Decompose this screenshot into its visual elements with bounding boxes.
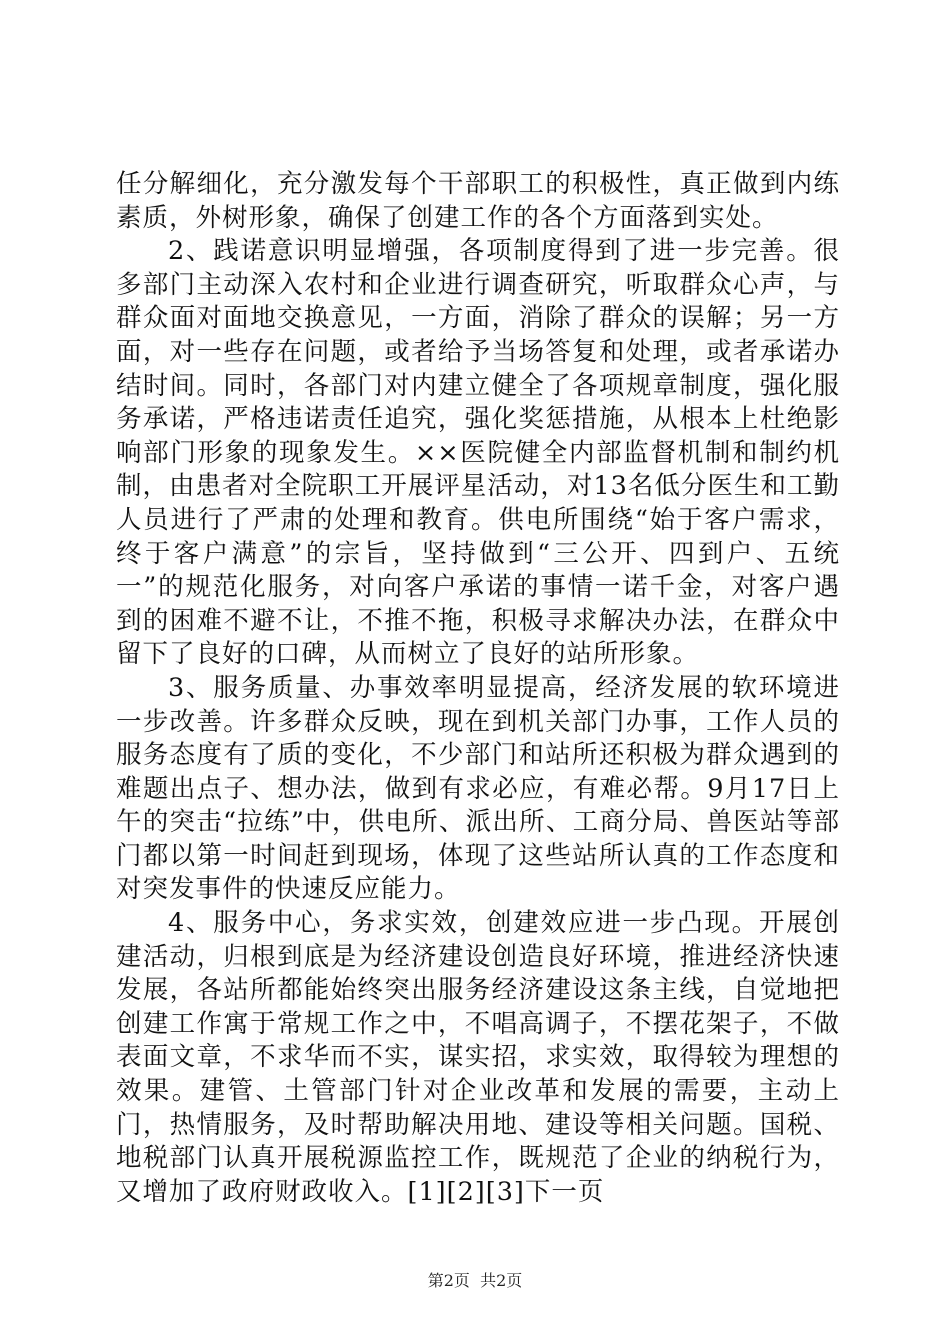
paragraph-item-3: 3、服务质量、办事效率明显提高，经济发展的软环境进一步改善。许多群众反映，现在到机关部门办事，工作人员的服务态度有了质的变化，不少部门和站所还积极为群众遇到的难题出点子、想办法，做到有求必应，有难必帮。9月17日上午的突击“拉练”中，供电所、派出所、工商分局、兽医站等部门都以第一时间赶到现场，体现了这些站所认真的工作态度和对突发事件的快速反应能力。 [116, 672, 840, 905]
page-total: 共2页 [480, 1271, 523, 1290]
page-footer [0, 1271, 950, 1291]
page-number: 第2页 [427, 1271, 470, 1290]
paragraph-continuation: 任分解细化，充分激发每个干部职工的积极性，真正做到内练素质，外树形象，确保了创建工作的各个方面落到实处。 [116, 169, 840, 233]
document-body [116, 168, 840, 1209]
paragraph-item-4: 4、服务中心，务求实效，创建效应进一步凸现。开展创建活动，归根到底是为经济建设创造良好环境，推进经济快速发展，各站所都能始终突出服务经济建设这条主线，自觉地把创建工作寓于常规工作之中，不唱高调子，不摆花架子，不做表面文章，不求华而不实，谋实招，求实效，取得较为理想的效果。建管、土管部门针对企业改革和发展的需要，主动上门，热情服务，及时帮助解决用地、建设等相关问题。国税、地税部门认真开展税源监控工作，既规范了企业的纳税行为，又增加了政府财政收入。[1][2][3]下一页 [116, 908, 840, 1207]
paragraph-item-2: 2、践诺意识明显增强，各项制度得到了进一步完善。很多部门主动深入农村和企业进行调查研究，听取群众心声，与群众面对面地交换意见，一方面，消除了群众的误解；另一方面，对一些存在问题，或者给予当场答复和处理，或者承诺办结时间。同时，各部门对内建立健全了各项规章制度，强化服务承诺，严格违诺责任追究，强化奖惩措施，从根本上杜绝影响部门形象的现象发生。××医院健全内部监督机制和制约机制，由患者对全院职工开展评星活动，对13名低分医生和工勤人员进行了严肃的处理和教育。供电所围绕“始于客户需求，终于客户满意”的宗旨，坚持做到“三公开、四到户、五统一”的规范化服务，对向客户承诺的事情一诺千金，对客户遇到的困难不避不让，不推不拖，积极寻求解决办法，在群众中留下了良好的口碑，从而树立了良好的站所形象。 [116, 236, 840, 670]
footer-separator [470, 1271, 480, 1290]
